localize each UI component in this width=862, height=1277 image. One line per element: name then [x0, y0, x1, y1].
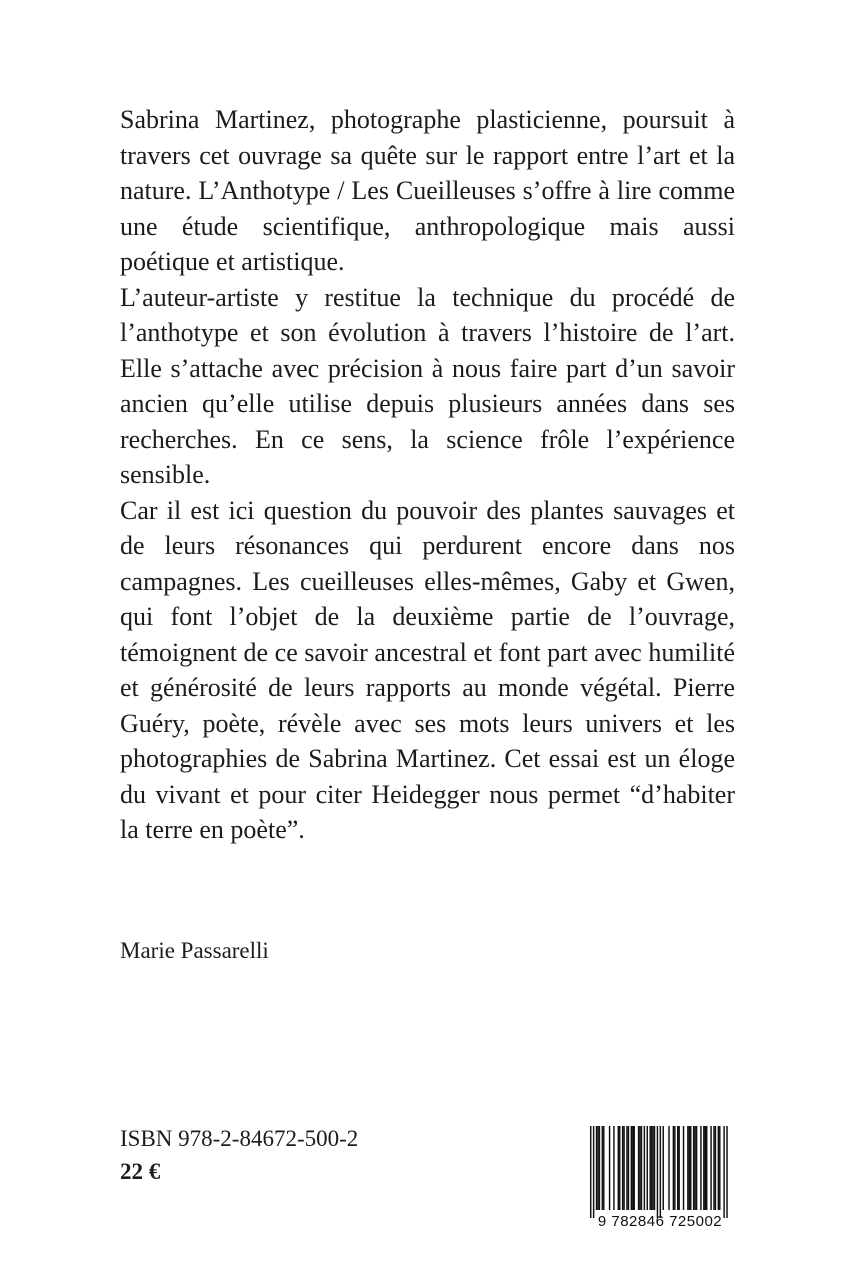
- barcode-bar: [602, 1126, 603, 1210]
- barcode-bar: [726, 1126, 727, 1218]
- barcode-bar: [703, 1126, 704, 1210]
- barcode-bar: [723, 1126, 724, 1218]
- barcode-bar: [690, 1126, 691, 1210]
- barcode-bar: [683, 1126, 684, 1210]
- barcode-bar: [632, 1126, 633, 1210]
- barcode-bar: [634, 1126, 635, 1210]
- barcode-bar: [644, 1126, 645, 1210]
- barcode-bar: [693, 1126, 694, 1210]
- barcode-bar: [694, 1126, 695, 1210]
- barcode-bar: [639, 1126, 640, 1210]
- price-label: 22 €: [120, 1159, 161, 1184]
- barcode-bar: [663, 1126, 664, 1210]
- barcode-bar: [657, 1126, 658, 1218]
- barcode-bar: [626, 1126, 627, 1210]
- barcode-bar: [613, 1126, 614, 1210]
- barcode-bar: [710, 1126, 711, 1210]
- barcode-bar: [619, 1126, 620, 1210]
- barcode: [578, 1126, 736, 1230]
- barcode-bar: [719, 1126, 720, 1210]
- barcode-bar: [705, 1126, 706, 1210]
- paragraph-2: L’auteur-artiste y restitue la technique du procédé de l’anthotype et son évolution à travers l’histoire de l’art. Elle s’attache avec précision à nous faire part d’un savoir ancien qu’elle utilise depuis plusieurs années dans ses recherches. En ce sens, la science frôle l’expérience sensible.: [120, 282, 735, 489]
- barcode-bar: [628, 1126, 629, 1210]
- barcode-bar: [668, 1126, 669, 1210]
- signature: Marie Passarelli: [120, 938, 269, 963]
- barcode-bar: [622, 1126, 623, 1210]
- back-cover-text: [120, 102, 735, 848]
- barcode-bar: [647, 1126, 648, 1210]
- isbn-label: ISBN 978-2-84672-500-2: [120, 1126, 359, 1151]
- barcode-bar: [706, 1126, 707, 1210]
- barcode-digits: 9 782846 725002: [597, 1213, 723, 1230]
- barcode-bar: [660, 1126, 661, 1218]
- barcode-bar: [638, 1126, 639, 1210]
- paragraph-1: Sabrina Martinez, photographe plasticienne, poursuit à travers cet ouvrage sa quête sur le rapport entre l’art et la nature. L’Anthotype / Les Cueilleuses s’offre à lire comme une étude scientifique, anthropologique mais aussi poétique et artistique.: [120, 105, 735, 276]
- barcode-bar: [590, 1126, 591, 1218]
- barcode-bar: [718, 1126, 719, 1210]
- barcode-bar: [715, 1126, 716, 1210]
- barcode-bar: [651, 1126, 652, 1210]
- barcode-bar: [687, 1126, 688, 1210]
- barcode-bars: [590, 1126, 728, 1218]
- barcode-bar: [599, 1126, 600, 1210]
- barcode-bar: [593, 1126, 594, 1218]
- barcode-bar: [677, 1126, 678, 1210]
- barcode-bar: [654, 1126, 655, 1210]
- barcode-bar: [597, 1126, 598, 1210]
- barcode-bar: [609, 1126, 610, 1210]
- barcode-bar: [678, 1126, 679, 1210]
- barcode-bar: [623, 1126, 624, 1210]
- barcode-bar: [689, 1126, 690, 1210]
- barcode-bar: [700, 1126, 701, 1210]
- barcode-bar: [696, 1126, 697, 1210]
- barcode-bar: [674, 1126, 675, 1210]
- barcode-bar: [641, 1126, 642, 1210]
- barcode-bar: [596, 1126, 597, 1210]
- barcode-bar: [631, 1126, 632, 1210]
- barcode-bar: [652, 1126, 653, 1210]
- barcode-bar: [603, 1126, 604, 1210]
- barcode-bar: [673, 1126, 674, 1210]
- barcode-bar: [713, 1126, 714, 1210]
- barcode-bar: [618, 1126, 619, 1210]
- barcode-bar: [649, 1126, 650, 1210]
- paragraph-3: Car il est ici question du pouvoir des plantes sauvages et de leurs résonances qui perdurent encore dans nos campagnes. Les cueilleuses elles-mêmes, Gaby et Gwen, qui font l’objet de la deuxième partie de l’ouvrage, témoignent de ce savoir ancestral et font part avec humilité et générosité de leurs rapports au monde végétal. Pierre Guéry, poète, révèle avec ses mots leurs univers et les photographies de Sabrina Martinez. Cet essai est un éloge du vivant et pour citer Heidegger nous permet “d’habiter la terre en poète”.: [120, 495, 735, 844]
